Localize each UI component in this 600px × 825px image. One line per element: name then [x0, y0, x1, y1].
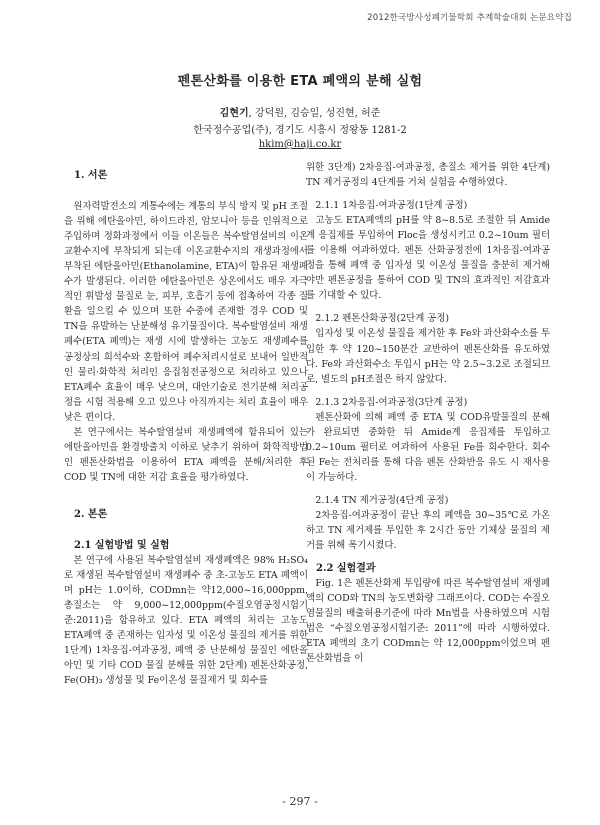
subsection-heading-methods: 2.1 실험방법 및 실험 — [74, 539, 170, 551]
paragraph-2-1-2: 입자성 및 이온성 물질을 제거한 후 Fe와 과산화수소를 투입한 후 약 120~150분간 교반하여 펜톤산화를 유도하였다. Fe와 과산화수소 투입시 pH는 약 2.5~3.2로 조절되므로, 별도의 pH조절은 하지 않았다. — [306, 328, 551, 385]
paragraph-2-1-1: 고농도 ETA폐액의 pH를 약 8~8.5로 조절한 뒤 Amide계 응집제를 투입하여 Floc을 생성시키고 0.2~10um 필터를 이용해 여과하였다. 펜톤 산화공정전에 1차응집-여과공정을 통해 폐액 중 입자성 및 이온성 물질을 충분히 제거해야만 펜톤공정을 통하여 COD 및 TN의 효과적인 저감효과를 기대할 수 있다. — [306, 215, 550, 302]
lead-author: 김현기 — [219, 108, 249, 119]
paper-title: 펜톤산화를 이용한 ETA 폐액의 분해 실험 — [177, 74, 423, 89]
right-column — [306, 160, 550, 666]
results-paragraph: Fig. 1은 펜톤산화제 투입량에 따른 복수탈염설비 재생폐액의 COD와 TN의 농도변화량 그래프이다. COD는 수질오염물질의 배출허용기준에 따라 Mn법을 사용하였으며 시험법은 “수질오염공정시험기준: 2011”에 따라 시행하였다. ETA 폐액의 초기 CODmn는 약 12,000ppm이었으며 펜톤산화법을 이 — [306, 578, 550, 665]
author-list — [0, 104, 600, 119]
methods-paragraph: 본 연구에 사용된 복수탈염설비 재생폐액은 98% H₂SO₄로 재생된 복수탈염설비 재생폐수 중 초-고농도 ETA 폐액이며 pH는 1.0이하, CODmn는 약12,000~16,000ppm, 총질소는 약 9,000~12,000ppm(수질오염공정시험기준:2011)을 함유하고 있다. ETA 폐액의 처리는 고농도 ETA폐액 중 존재하는 입자성 및 이온성 물질의 제거를 위한 1단계) 1차응집-여과공정, 폐액 중 난분해성 물질인 에탄올아민 및 기타 COD 물질 분해를 위한 2단계) 펜톤산화공정, Fe(OH)₃ 생성물 및 Fe이온성 물질제거 및 회수를 — [64, 555, 308, 687]
paragraph-2-1-4: 2차응집-여과공정이 끝난 후의 폐액을 30~35℃로 가온하고 TN 제거제를 투입한 후 2시간 동안 기체상 물질의 제거를 위해 폭기시켰다. — [306, 509, 550, 552]
subsection-heading-results: 2.2 실험결과 — [316, 563, 376, 575]
methods-paragraph-continued: 위한 3단계) 2차응집-여과공정, 총질소 제거를 위한 4단계) TN 제거공정의 4단계를 거쳐 실험을 수행하였다. — [306, 162, 550, 189]
subsection-heading-2-1-3: 2.1.3 2차응집-여과공정(3단계 공정) — [315, 396, 468, 408]
left-column — [64, 160, 308, 688]
introduction-paragraph-1: 원자력발전소의 계통수에는 계통의 부식 방지 및 pH 조절을 위해 에탄올아민, 하이드라진, 암모니아 등을 인위적으로 주입하며 정화과정에서 이들 이온들은 복수탈염설비의 이온교환수지에 부착되게 되는데 이온교환수지의 재생과정에서 부착된 에탄올아민(Ethanolamine, ETA)이 함유된 재생폐수가 발생된다. 이러한 에탄올아민은 상온에서도 매우 자극적인 휘발성 물질로 눈, 피부, 호흡기 등에 접촉하여 각종 질환을 일으킬 수 있으며 또한 수중에 존재할 경우 COD 및 TN을 유발하는 난분해성 유기물질이다. 복수탈염설비 재생폐수(ETA 폐액)는 재생 시에 발생하는 고농도 재생폐수를 공정상의 희석수와 혼합하여 폐수처리시설로 보내어 일반적인 물리·화학적 처리인 응집침전공정으로 처리하고 있으나 ETA폐수 효율이 매우 낮으며, 대안기술로 전기분해 처리공정을 시험 적용해 오고 있으나 아직까지는 처리 효율이 매우 낮은 편이다. — [64, 201, 308, 423]
subsection-heading-2-1-2: 2.1.2 펜톤산화공정(2단계 공정) — [315, 313, 450, 325]
running-header: 2012한국방사성폐기물학회 추계학술대회 논문요약집 — [367, 13, 572, 23]
affiliation: 한국정수공업(주), 경기도 시흥시 정왕동 1281-2 — [193, 125, 407, 136]
subsection-heading-2-1-4: 2.1.4 TN 제거공정(4단계 공정) — [315, 494, 449, 506]
paragraph-2-1-3: 펜톤산화에 의해 폐액 중 ETA 및 COD유발물질의 분해가 완료되면 중화한 뒤 Amide계 응집제를 투입하고 0.2~10um 필터로 여과하여 사용된 Fe를 회수한다. 회수된 Fe는 전처리를 통해 다음 펜톤 산화반응 유도 시 재사용이 가능하다. — [306, 411, 550, 483]
introduction-paragraph-2: 본 연구에서는 복수탈염설비 재생폐액에 함유되어 있는 에탄올아민을 환경방출치 이하로 낮추기 위하여 화학적방법인 펜톤산화법을 이용하여 ETA 폐액을 분해/처리한 후 COD 및 TN에 대한 저감 효율을 평가하였다. — [64, 426, 308, 483]
section-heading-introduction: 1. 서론 — [74, 170, 108, 181]
page-number: - 297 - — [282, 795, 318, 808]
section-heading-body: 2. 본론 — [74, 508, 108, 520]
author-email: hkim@haji.co.kr — [258, 139, 342, 150]
subsection-heading-2-1-1: 2.1.1 1차응집-여과공정(1단계 공정) — [315, 200, 468, 212]
co-authors: , 강덕원, 김승일, 성진현, 허준 — [248, 108, 381, 119]
